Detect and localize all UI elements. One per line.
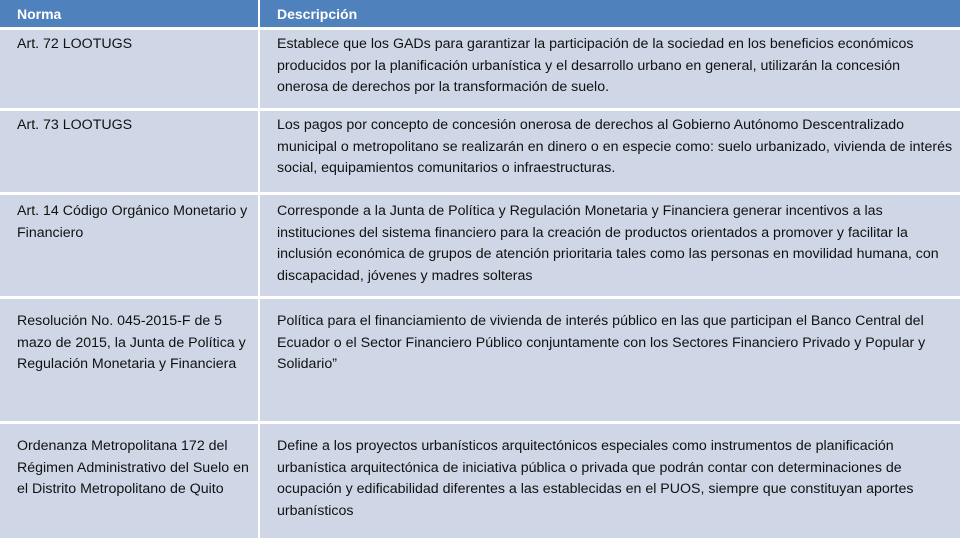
norma-cell: Art. 14 Código Orgánico Monetario y Financiero bbox=[0, 195, 258, 296]
descripcion-cell: Los pagos por concepto de concesión onerosa de derechos al Gobierno Autónomo Descentralizado municipal o metropolitano se realizarán en dinero o en especie como: suelo urbanizado, vivienda de interés social, equipamientos comunitarios o infraestructuras. bbox=[258, 111, 960, 192]
header-descripcion: Descripción bbox=[258, 0, 960, 27]
descripcion-cell: Política para el financiamiento de vivienda de interés público en las que participan el Banco Central del Ecuador o el Sector Financiero Público conjuntamente con los Sectores Financiero Privado y Popular y Solidario” bbox=[258, 299, 960, 421]
table-row bbox=[0, 30, 960, 108]
norma-cell: Art. 73 LOOTUGS bbox=[0, 111, 258, 192]
table-header-row bbox=[0, 0, 960, 27]
norma-cell: Art. 72 LOOTUGS bbox=[0, 30, 258, 108]
table-row bbox=[0, 195, 960, 296]
table-row bbox=[0, 424, 960, 538]
table-row bbox=[0, 111, 960, 192]
norma-cell: Resolución No. 045-2015-F de 5 mazo de 2015, la Junta de Política y Regulación Monetaria y Financiera bbox=[0, 299, 258, 421]
table-row bbox=[0, 299, 960, 421]
descripcion-cell: Define a los proyectos urbanísticos arquitectónicos especiales como instrumentos de planificación urbanística arquitectónica de iniciativa pública o privada que podrán contar con determinaciones de ocupación y edificabilidad diferentes a las establecidas en el PUOS, siempre que constituyan aportes urbanísticos bbox=[258, 424, 960, 538]
header-norma: Norma bbox=[0, 0, 258, 27]
descripcion-cell: Establece que los GADs para garantizar la participación de la sociedad en los beneficios económicos producidos por la planificación urbanística y el desarrollo urbano en general, utilizarán la concesión onerosa de derechos por la transformación de suelo. bbox=[258, 30, 960, 108]
descripcion-cell: Corresponde a la Junta de Política y Regulación Monetaria y Financiera generar incentivos a las instituciones del sistema financiero para la creación de productos orientados a promover y facilitar la inclusión económica de grupos de atención prioritaria tales como las personas en movilidad humana, con discapacidad, jóvenes y madres solteras bbox=[258, 195, 960, 296]
norma-cell: Ordenanza Metropolitana 172 del Régimen Administrativo del Suelo en el Distrito Metropolitano de Quito bbox=[0, 424, 258, 538]
